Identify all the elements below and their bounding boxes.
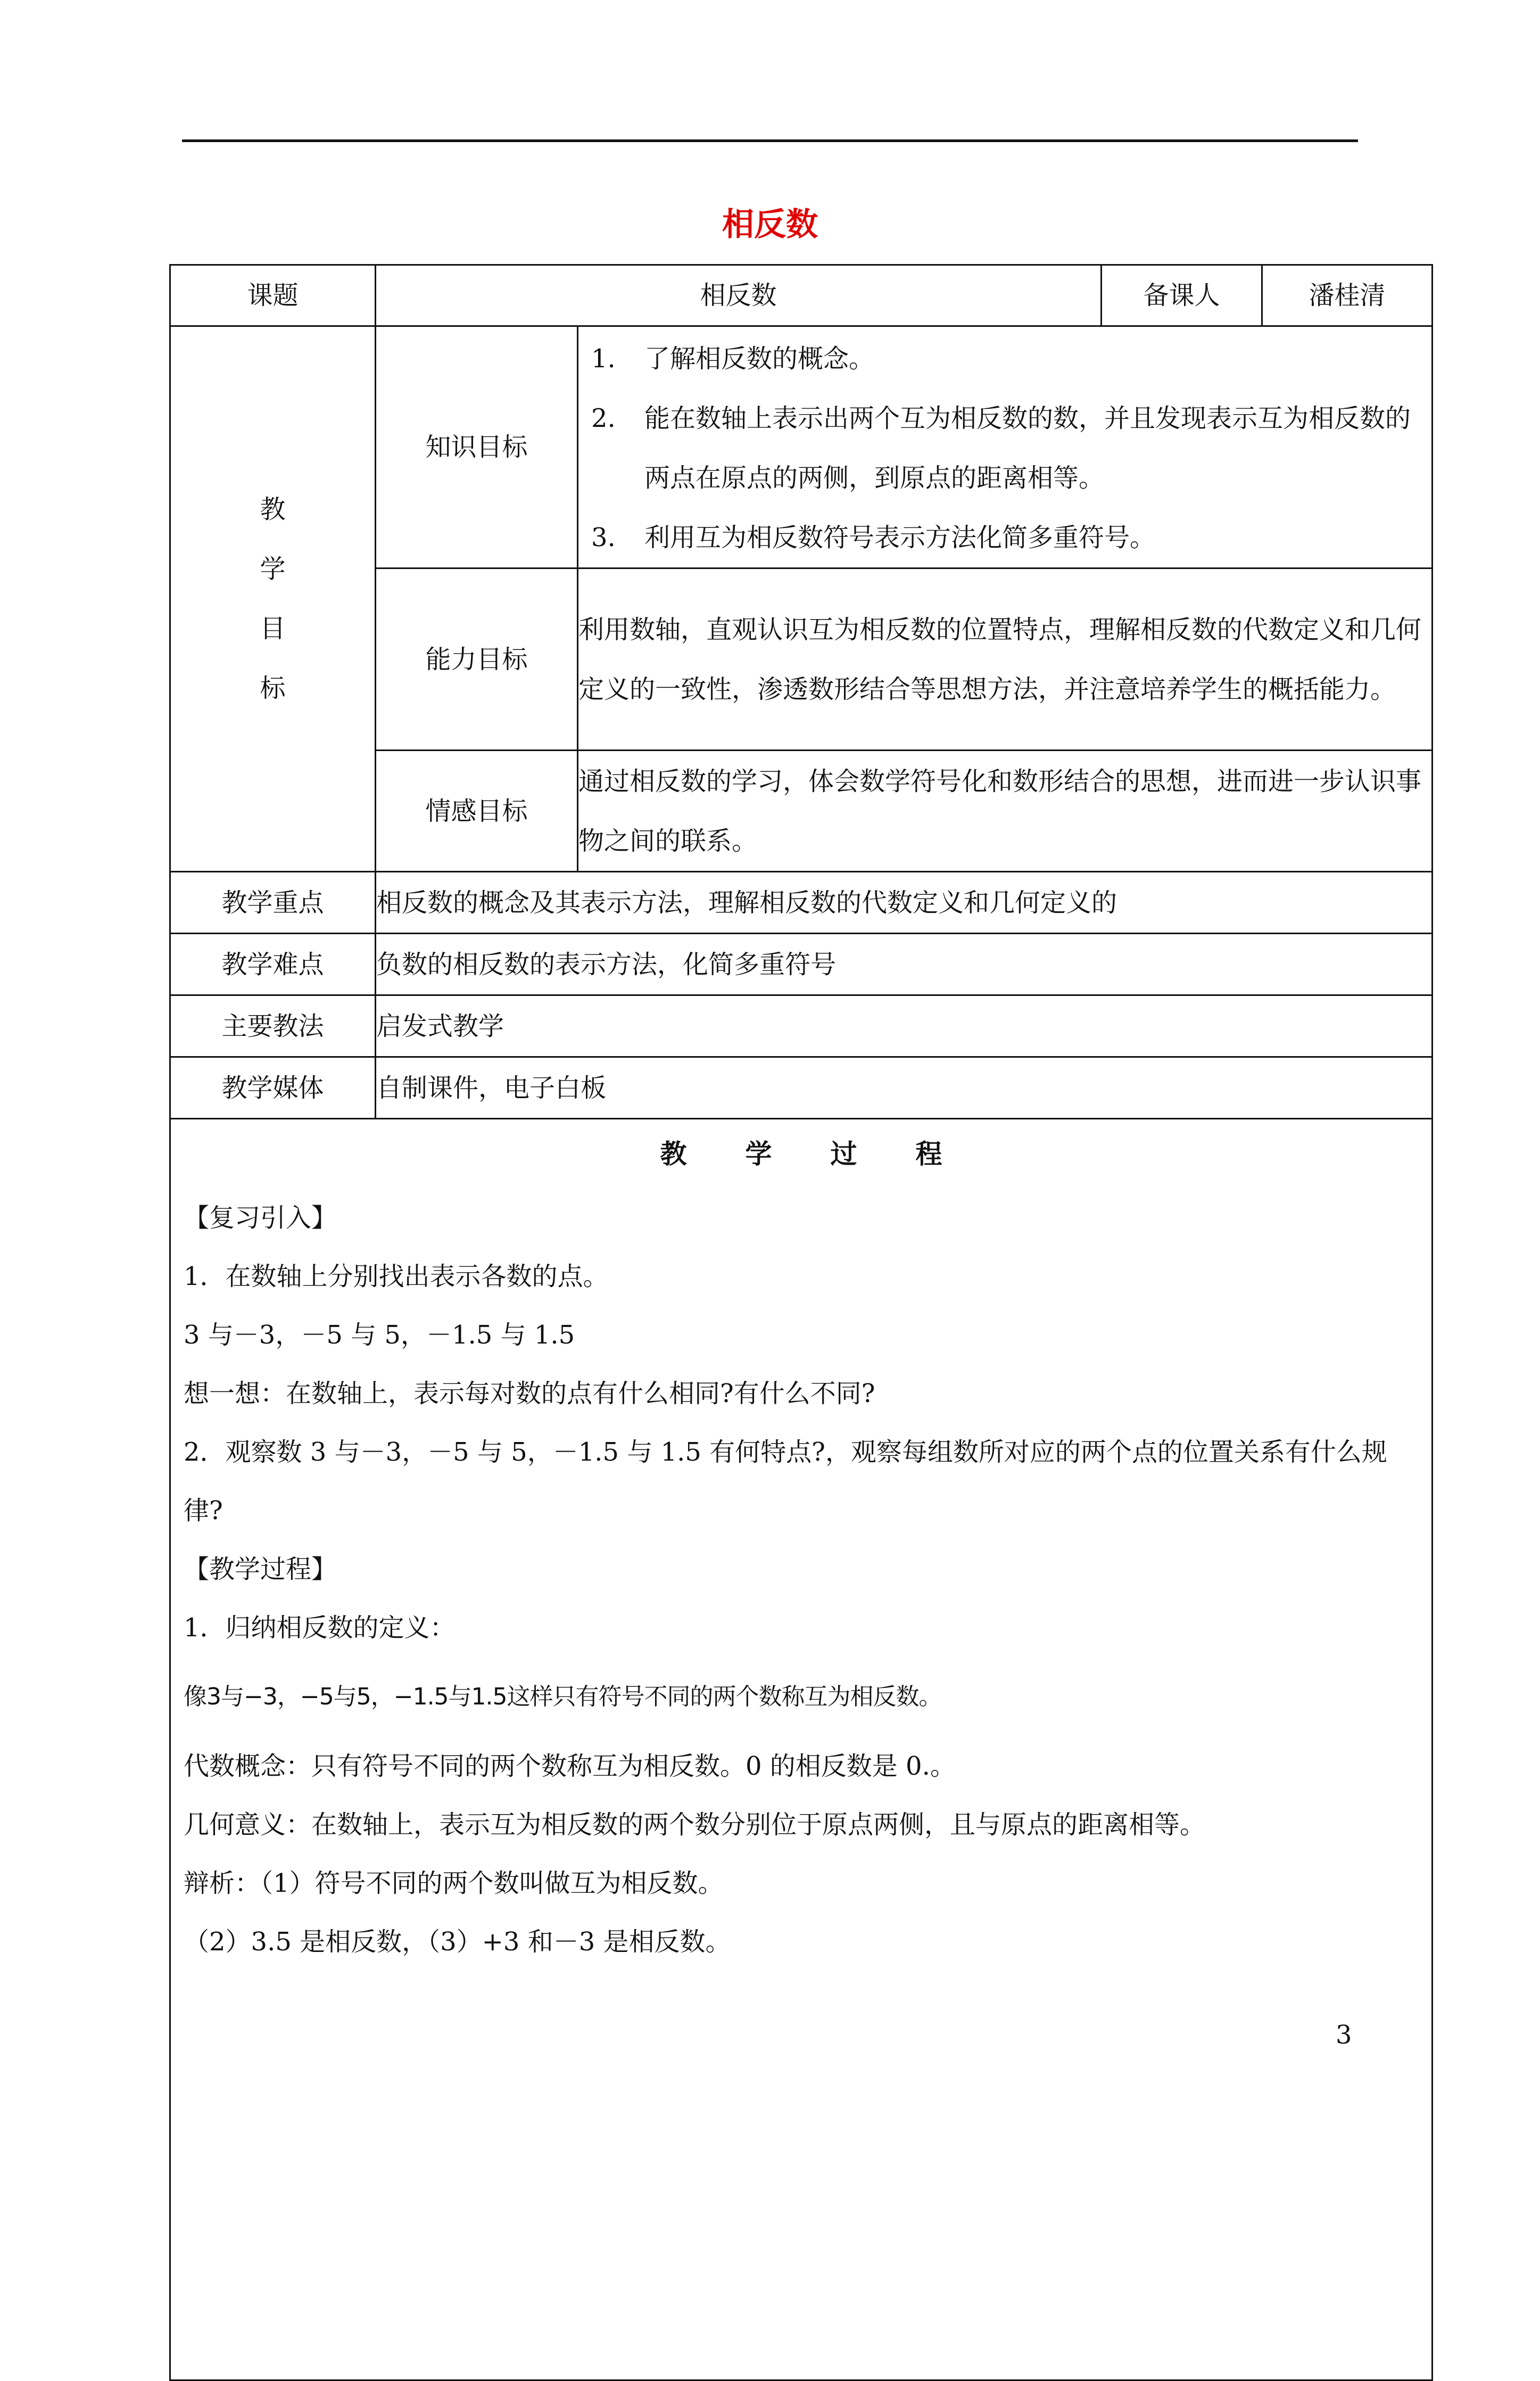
process-line: 像3与−3，−5与5，−1.5与1.5这样只有符号不同的两个数称互为相反数。 <box>184 1683 942 1710</box>
process-line: 代数概念：只有符号不同的两个数称互为相反数。0 的相反数是 0.。 <box>184 1751 956 1781</box>
page-number: 3 <box>1336 2020 1352 2050</box>
goals-char-3: 目 <box>260 614 286 644</box>
process-line: 3 与－3，－5 与 5，－1.5 与 1.5 <box>184 1320 575 1350</box>
teaching-media-label: 教学媒体 <box>170 1057 376 1119</box>
process-line: 想一想：在数轴上，表示每对数的点有什么相同?有什么不同? <box>184 1379 875 1408</box>
preparer-value: 潘桂清 <box>1262 265 1433 326</box>
knowledge-item-number: 2. <box>591 403 616 433</box>
teaching-goals-label <box>170 326 376 872</box>
document-title: 相反数 <box>722 206 818 243</box>
emotion-goal-label: 情感目标 <box>376 751 578 872</box>
teaching-process-row <box>170 1119 1433 2380</box>
header-row <box>170 265 1433 326</box>
difficult-points-label: 教学难点 <box>170 934 376 995</box>
process-line: 几何意义：在数轴上，表示互为相反数的两个数分别位于原点两侧，且与原点的距离相等。 <box>184 1810 1206 1840</box>
process-line: 【复习引入】 <box>184 1203 337 1233</box>
process-line: 1．在数轴上分别找出表示各数的点。 <box>184 1262 609 1291</box>
topic-label: 课题 <box>170 265 376 326</box>
knowledge-item-text: 利用互为相反数符号表示方法化简多重符号。 <box>644 523 1156 553</box>
teaching-media-value: 自制课件，电子白板 <box>376 1057 1433 1119</box>
key-points-value: 相反数的概念及其表示方法，理解相反数的代数定义和几何定义的 <box>376 872 1433 934</box>
difficult-points-row <box>170 934 1433 995</box>
process-line: 2．观察数 3 与－3，－5 与 5，－1.5 与 1.5 有何特点?，观察每组数所对应的两个点的位置关系有什么规律? <box>184 1437 1387 1526</box>
emotion-goal-text: 通过相反数的学习，体会数学符号化和数形结合的思想，进而进一步认识事物之间的联系。 <box>578 751 1433 872</box>
teaching-method-label: 主要教法 <box>170 995 376 1057</box>
goals-char-1: 教 <box>260 495 286 524</box>
knowledge-item <box>578 329 1431 389</box>
knowledge-item-text: 了解相反数的概念。 <box>644 344 875 374</box>
ability-goal-label: 能力目标 <box>376 569 578 751</box>
knowledge-item-number: 3. <box>591 523 616 553</box>
key-points-row <box>170 872 1433 934</box>
header-rule <box>182 139 1358 142</box>
teaching-method-row <box>170 995 1433 1057</box>
knowledge-item-text: 能在数轴上表示出两个互为相反数的数，并且发现表示互为相反数的两点在原点的两侧，到原点的距离相等。 <box>644 403 1411 493</box>
process-line: 1．归纳相反数的定义： <box>184 1613 456 1643</box>
teaching-process-title: 教学过程 <box>660 1139 1001 1169</box>
ability-goal-text: 利用数轴，直观认识互为相反数的位置特点，理解相反数的代数定义和几何定义的一致性，渗透数形结合等思想方法，并注意培养学生的概括能力。 <box>578 569 1433 751</box>
teaching-method-value: 启发式教学 <box>376 995 1433 1057</box>
knowledge-item-number: 1. <box>591 344 616 374</box>
goals-char-2: 学 <box>260 554 286 584</box>
key-points-label: 教学重点 <box>170 872 376 934</box>
process-line: （2）3.5 是相反数，（3）+3 和－3 是相反数。 <box>184 1927 731 1957</box>
difficult-points-value: 负数的相反数的表示方法，化简多重符号 <box>376 934 1433 995</box>
goals-char-4: 标 <box>260 673 286 703</box>
knowledge-goal-row <box>170 326 1433 569</box>
lesson-plan-table <box>169 264 1433 2381</box>
preparer-label: 备课人 <box>1102 265 1262 326</box>
knowledge-goal-content <box>578 326 1433 569</box>
knowledge-item <box>578 508 1431 567</box>
process-line: 【教学过程】 <box>184 1554 337 1584</box>
knowledge-item <box>578 389 1431 508</box>
teaching-media-row <box>170 1057 1433 1119</box>
teaching-process-cell <box>170 1119 1433 2380</box>
topic-value: 相反数 <box>376 265 1102 326</box>
process-line: 辩析：（1）符号不同的两个数叫做互为相反数。 <box>184 1868 724 1898</box>
knowledge-goal-label: 知识目标 <box>376 326 578 569</box>
